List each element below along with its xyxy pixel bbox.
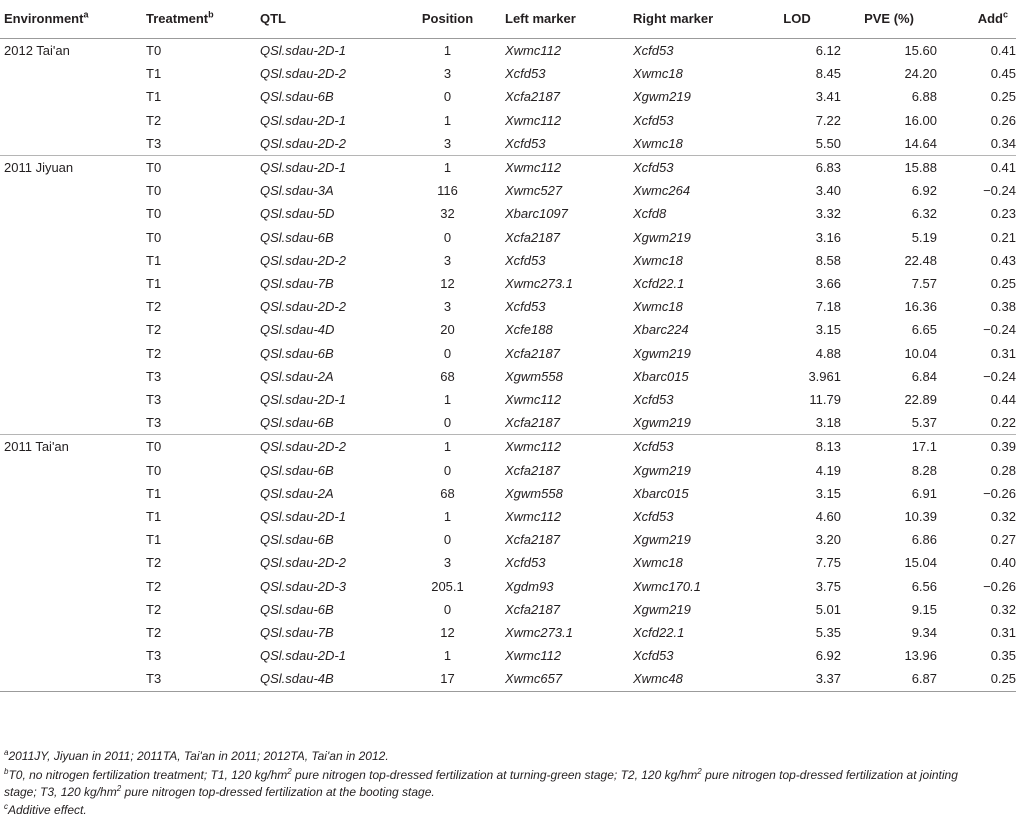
cell-pve: 10.39 — [904, 509, 937, 525]
cell-lod: 3.41 — [815, 89, 841, 105]
cell-position: 32 — [440, 206, 455, 222]
cell-qtl: QSl.sdau-7B — [260, 276, 334, 292]
cell-add: 0.28 — [990, 462, 1016, 478]
cell-right-marker: Xwmc18 — [633, 66, 683, 82]
cell-right-marker: Xbarc224 — [633, 322, 689, 338]
table-row — [0, 482, 1016, 505]
table-row — [0, 435, 1016, 459]
header-environment: Environment$^a$ — [0, 0, 140, 39]
cell-right-marker: Xcfd53 — [633, 112, 674, 128]
cell-add: 0.41 — [990, 43, 1016, 58]
cell-left-marker: Xwmc112 — [505, 509, 562, 525]
cell-qtl: QSl.sdau-2D-2 — [260, 252, 346, 268]
cell-lod: 5.35 — [815, 625, 841, 641]
cell-treatment: T2 — [146, 555, 162, 571]
cell-qtl: QSl.sdau-3A — [260, 183, 334, 199]
cell-right-marker: Xcfd22.1 — [633, 276, 685, 292]
table-row — [0, 575, 1016, 598]
cell-add: 0.41 — [990, 160, 1016, 176]
cell-pve: 5.37 — [841, 411, 937, 435]
cell-add: 0.35 — [990, 648, 1016, 664]
cell-left-marker: Xcfa2187 — [505, 345, 560, 361]
cell-qtl: QSl.sdau-2D-2 — [260, 439, 346, 455]
cell-position: 1 — [443, 392, 452, 408]
header-treatment: Treatment$^b$ — [140, 0, 260, 39]
cell-environment — [0, 388, 140, 411]
cell-lod: 3.37 — [753, 667, 841, 691]
cell-add: 0.32 — [990, 601, 1016, 617]
cell-lod: 7.18 — [815, 299, 841, 315]
cell-left-marker: Xcfa2187 — [505, 601, 560, 617]
cell-qtl: QSl.sdau-2D-2 — [260, 132, 390, 156]
table-row — [0, 411, 1016, 435]
cell-lod: 6.83 — [815, 160, 841, 176]
cell-treatment: T1 — [146, 89, 162, 105]
cell-environment: 2012 Tai'an — [4, 43, 70, 58]
cell-treatment: T3 — [140, 667, 260, 691]
cell-pve: 15.60 — [904, 43, 937, 58]
cell-add: 0.32 — [990, 509, 1016, 525]
table-row — [0, 644, 1016, 667]
table-row — [0, 109, 1016, 132]
cell-lod: 3.40 — [815, 183, 841, 199]
cell-qtl: QSl.sdau-2D-2 — [260, 555, 346, 571]
cell-lod: 3.15 — [815, 322, 841, 338]
table-row — [0, 179, 1016, 202]
cell-lod: 3.75 — [815, 578, 841, 594]
cell-pve: 16.36 — [904, 299, 937, 315]
table-row — [0, 551, 1016, 574]
table-row — [0, 132, 1016, 156]
cell-left-marker: Xcfe188 — [505, 322, 553, 338]
cell-pve: 13.96 — [904, 648, 937, 664]
table-row — [0, 202, 1016, 225]
table-row — [0, 272, 1016, 295]
cell-position: 0 — [443, 532, 452, 548]
cell-pve: 6.32 — [911, 206, 937, 222]
cell-treatment: T1 — [146, 532, 162, 548]
cell-lod: 3.66 — [815, 276, 841, 292]
cell-position: 1 — [443, 509, 452, 525]
cell-lod: 4.19 — [815, 462, 841, 478]
footnote-b: $^b$T0, no nitrogen fertilization treatment; T1, 120 $kg/hm^2$ pure nitrogen top-dressed fertilization at turning-green stage; T2, 120 $kg/hm^2$ pure nitrogen top-dressed fertilization at jointing stage; T3, 120 $kg/hm^2$ pure nitrogen top-dressed fertilization at the booting stage. — [4, 767, 958, 799]
cell-left-marker: Xcfa2187 — [505, 462, 560, 478]
cell-environment — [0, 644, 140, 667]
cell-position: 0 — [443, 601, 452, 617]
cell-qtl: QSl.sdau-5D — [260, 206, 335, 222]
cell-pve: 7.57 — [911, 276, 937, 292]
cell-right-marker: Xgwm219 — [633, 229, 691, 245]
cell-environment — [0, 575, 140, 598]
cell-position: 20 — [440, 322, 455, 338]
cell-pve: 6.92 — [911, 183, 937, 199]
cell-qtl: QSl.sdau-6B — [260, 89, 334, 105]
cell-treatment: T2 — [146, 625, 162, 641]
cell-right-marker: Xgwm219 — [633, 532, 691, 548]
cell-lod: 3.961 — [808, 368, 841, 384]
header-pve: PVE (%) — [841, 0, 937, 39]
table-row — [0, 318, 1016, 341]
cell-lod: 4.60 — [815, 509, 841, 525]
cell-add: 0.31 — [990, 345, 1016, 361]
cell-add: 0.31 — [990, 625, 1016, 641]
cell-treatment: T1 — [146, 252, 162, 268]
table-row — [0, 249, 1016, 272]
cell-environment — [0, 365, 140, 388]
cell-right-marker: Xgwm219 — [633, 411, 753, 435]
cell-environment — [0, 318, 140, 341]
cell-qtl: QSl.sdau-6B — [260, 532, 334, 548]
cell-position: 1 — [443, 43, 452, 58]
cell-treatment: T2 — [146, 578, 162, 594]
cell-treatment: T3 — [146, 368, 162, 384]
cell-treatment: T0 — [146, 43, 162, 58]
cell-add: −0.24 — [983, 368, 1016, 384]
cell-environment — [0, 249, 140, 272]
cell-right-marker: Xwmc18 — [633, 252, 683, 268]
cell-pve: 17.1 — [911, 439, 937, 455]
cell-left-marker: Xwmc112 — [505, 43, 562, 58]
cell-position: 0 — [443, 345, 452, 361]
cell-pve: 14.64 — [841, 132, 937, 156]
cell-qtl: QSl.sdau-2D-1 — [260, 509, 346, 525]
cell-right-marker: Xgwm219 — [633, 345, 691, 361]
cell-position: 1 — [443, 160, 452, 176]
cell-add: −0.26 — [983, 485, 1016, 501]
cell-treatment: T3 — [140, 411, 260, 435]
cell-pve: 9.34 — [911, 625, 937, 641]
cell-treatment: T0 — [146, 206, 162, 222]
cell-environment — [0, 598, 140, 621]
cell-pve: 6.88 — [911, 89, 937, 105]
cell-qtl: QSl.sdau-2D-3 — [260, 578, 346, 594]
cell-lod: 3.32 — [815, 206, 841, 222]
table-row — [0, 85, 1016, 108]
table-row — [0, 505, 1016, 528]
cell-pve: 22.48 — [904, 252, 937, 268]
cell-pve: 15.04 — [904, 555, 937, 571]
cell-left-marker: Xwmc273.1 — [505, 625, 573, 641]
cell-environment — [0, 295, 140, 318]
table-header — [0, 0, 1016, 39]
cell-position: 0 — [443, 229, 452, 245]
cell-position: 116 — [437, 183, 458, 199]
header-add: Add$^c$ — [937, 0, 1016, 39]
cell-right-marker: Xbarc015 — [633, 368, 689, 384]
table-row — [0, 62, 1016, 85]
cell-treatment: T0 — [146, 183, 162, 199]
cell-environment — [0, 411, 140, 435]
cell-left-marker: Xcfd53 — [505, 555, 546, 571]
cell-treatment: T0 — [146, 229, 162, 245]
cell-right-marker: Xcfd53 — [633, 160, 674, 176]
cell-pve: 9.15 — [911, 601, 937, 617]
cell-left-marker: Xgwm558 — [505, 485, 563, 501]
cell-qtl: QSl.sdau-2D-1 — [260, 43, 346, 58]
cell-lod: 5.01 — [815, 601, 841, 617]
cell-pve: 22.89 — [904, 392, 937, 408]
header-right-marker: Right marker — [633, 0, 753, 39]
cell-environment: 2011 Tai'an — [4, 439, 69, 455]
cell-environment — [0, 132, 140, 156]
cell-add: −0.24 — [983, 183, 1016, 199]
table-row — [0, 365, 1016, 388]
cell-add: −0.26 — [983, 578, 1016, 594]
cell-qtl: QSl.sdau-2A — [260, 485, 334, 501]
cell-environment — [0, 528, 140, 551]
cell-qtl: QSl.sdau-2D-1 — [260, 160, 346, 176]
cell-add: 0.22 — [937, 411, 1016, 435]
header-qtl: QTL — [260, 0, 390, 39]
cell-left-marker: Xwmc112 — [505, 392, 562, 408]
cell-left-marker: Xcfa2187 — [505, 532, 560, 548]
footnote-a: $^a$2011JY, Jiyuan in 2011; 2011TA, Tai'an in 2011; 2012TA, Tai'an in 2012. — [4, 748, 389, 763]
cell-qtl: QSl.sdau-2D-1 — [260, 648, 346, 664]
cell-add: 0.40 — [990, 555, 1016, 571]
cell-treatment: T2 — [146, 299, 162, 315]
cell-add: 0.39 — [990, 439, 1016, 455]
table-row — [0, 156, 1016, 180]
cell-environment — [0, 621, 140, 644]
cell-left-marker: Xwmc657 — [505, 667, 633, 691]
cell-treatment: T2 — [146, 322, 162, 338]
table-row — [0, 226, 1016, 249]
cell-right-marker: Xcfd22.1 — [633, 625, 685, 641]
cell-left-marker: Xgwm558 — [505, 368, 563, 384]
cell-right-marker: Xbarc015 — [633, 485, 689, 501]
footnote-c: $^c$Additive effect. — [4, 802, 87, 817]
cell-pve: 8.28 — [911, 462, 937, 478]
cell-lod: 8.58 — [815, 252, 841, 268]
cell-right-marker: Xwmc18 — [633, 132, 753, 156]
cell-position: 17 — [390, 667, 505, 691]
cell-treatment: T1 — [146, 509, 162, 525]
cell-environment — [0, 85, 140, 108]
header-position: Position — [390, 0, 505, 39]
cell-right-marker: Xwmc18 — [633, 555, 683, 571]
cell-add: 0.44 — [990, 392, 1016, 408]
cell-treatment: T2 — [146, 601, 162, 617]
cell-add: 0.43 — [990, 252, 1016, 268]
cell-qtl: QSl.sdau-4B — [260, 667, 390, 691]
cell-left-marker: Xcfd53 — [505, 252, 546, 268]
cell-lod: 8.13 — [815, 439, 841, 455]
cell-left-marker: Xcfa2187 — [505, 89, 560, 105]
cell-pve: 6.87 — [841, 667, 937, 691]
cell-right-marker: Xcfd53 — [633, 509, 674, 525]
cell-treatment: T3 — [140, 132, 260, 156]
cell-add: −0.24 — [983, 322, 1016, 338]
table-body — [0, 39, 1016, 692]
cell-right-marker: Xwmc18 — [633, 299, 683, 315]
cell-pve: 16.00 — [904, 112, 937, 128]
cell-right-marker: Xcfd53 — [633, 392, 674, 408]
cell-lod: 6.92 — [815, 648, 841, 664]
header-left-marker: Left marker — [505, 0, 633, 39]
cell-right-marker: Xwmc170.1 — [633, 578, 701, 594]
cell-qtl: QSl.sdau-2D-2 — [260, 299, 346, 315]
cell-environment — [0, 342, 140, 365]
cell-position: 0 — [443, 89, 452, 105]
cell-treatment: T1 — [146, 276, 162, 292]
cell-treatment: T3 — [146, 648, 162, 664]
cell-add: 0.25 — [937, 667, 1016, 691]
cell-environment — [0, 272, 140, 295]
table-row — [0, 667, 1016, 691]
cell-position: 3 — [443, 555, 452, 571]
cell-qtl: QSl.sdau-6B — [260, 462, 334, 478]
table-row — [0, 598, 1016, 621]
cell-add: 0.45 — [990, 66, 1016, 82]
cell-right-marker: Xgwm219 — [633, 601, 691, 617]
cell-position: 3 — [443, 66, 452, 82]
cell-lod: 3.20 — [815, 532, 841, 548]
cell-left-marker: Xcfa2187 — [505, 229, 560, 245]
cell-add: 0.21 — [990, 229, 1016, 245]
cell-qtl: QSl.sdau-6B — [260, 345, 334, 361]
cell-environment — [0, 179, 140, 202]
cell-pve: 6.91 — [911, 485, 937, 501]
cell-add: 0.23 — [990, 206, 1016, 222]
cell-environment — [0, 202, 140, 225]
cell-pve: 6.65 — [911, 322, 937, 338]
cell-treatment: T0 — [146, 462, 162, 478]
cell-treatment: T1 — [146, 485, 162, 501]
cell-lod: 8.45 — [815, 66, 841, 82]
cell-lod: 3.16 — [815, 229, 841, 245]
cell-lod: 11.79 — [809, 392, 841, 408]
cell-qtl: QSl.sdau-6B — [260, 229, 334, 245]
cell-right-marker: Xgwm219 — [633, 89, 691, 105]
cell-treatment: T1 — [146, 66, 162, 82]
cell-left-marker: Xcfd53 — [505, 299, 546, 315]
cell-left-marker: Xwmc273.1 — [505, 276, 573, 292]
cell-position: 12 — [440, 276, 455, 292]
cell-position: 68 — [440, 368, 455, 384]
cell-pve: 10.04 — [904, 345, 937, 361]
cell-environment — [0, 62, 140, 85]
cell-left-marker: Xcfd53 — [505, 132, 633, 156]
cell-lod: 7.22 — [815, 112, 841, 128]
cell-left-marker: Xcfa2187 — [505, 411, 633, 435]
header-lod: LOD — [753, 0, 841, 39]
cell-add: 0.26 — [990, 112, 1016, 128]
cell-right-marker: Xcfd53 — [633, 43, 674, 58]
cell-right-marker: Xcfd8 — [633, 206, 667, 222]
cell-pve: 15.88 — [904, 160, 937, 176]
cell-left-marker: Xwmc112 — [505, 439, 562, 455]
cell-right-marker: Xwmc264 — [633, 183, 691, 199]
cell-position: 12 — [440, 625, 455, 641]
cell-position: 3 — [443, 252, 452, 268]
cell-qtl: QSl.sdau-2A — [260, 368, 334, 384]
cell-lod: 7.75 — [815, 555, 841, 571]
cell-add: 0.34 — [937, 132, 1016, 156]
cell-qtl: QSl.sdau-6B — [260, 411, 390, 435]
cell-add: 0.27 — [990, 532, 1016, 548]
cell-environment — [0, 109, 140, 132]
cell-left-marker: Xbarc1097 — [505, 206, 568, 222]
cell-position: 3 — [443, 299, 452, 315]
cell-right-marker: Xwmc48 — [633, 667, 753, 691]
cell-right-marker: Xgwm219 — [633, 462, 691, 478]
cell-environment — [0, 482, 140, 505]
cell-treatment: T0 — [146, 439, 162, 455]
cell-right-marker: Xcfd53 — [633, 439, 674, 455]
cell-position: 1 — [443, 648, 452, 664]
cell-left-marker: Xcfd53 — [505, 66, 546, 82]
cell-environment — [0, 226, 140, 249]
cell-treatment: T0 — [146, 160, 162, 176]
cell-qtl: QSl.sdau-6B — [260, 601, 334, 617]
cell-environment: 2011 Jiyuan — [4, 160, 74, 176]
cell-left-marker: Xwmc112 — [505, 160, 562, 176]
cell-environment — [0, 667, 140, 691]
cell-right-marker: Xcfd53 — [633, 648, 674, 664]
table-row — [0, 459, 1016, 482]
cell-treatment: T3 — [146, 392, 162, 408]
cell-left-marker: Xwmc112 — [505, 112, 562, 128]
cell-environment — [0, 505, 140, 528]
cell-position: 1 — [443, 112, 452, 128]
cell-qtl: QSl.sdau-2D-2 — [260, 66, 346, 82]
cell-pve: 6.86 — [911, 532, 937, 548]
cell-qtl: QSl.sdau-2D-1 — [260, 112, 346, 128]
cell-left-marker: Xwmc112 — [505, 648, 562, 664]
cell-left-marker: Xgdm93 — [505, 578, 554, 594]
cell-lod: 6.12 — [815, 43, 841, 58]
table-row — [0, 388, 1016, 411]
cell-add: 0.25 — [990, 276, 1016, 292]
cell-lod: 5.50 — [753, 132, 841, 156]
cell-add: 0.25 — [990, 89, 1016, 105]
cell-position: 0 — [443, 462, 452, 478]
cell-left-marker: Xwmc527 — [505, 183, 563, 199]
cell-position: 3 — [390, 132, 505, 156]
cell-pve: 24.20 — [904, 66, 937, 82]
cell-position: 0 — [390, 411, 505, 435]
cell-qtl: QSl.sdau-4D — [260, 322, 335, 338]
cell-position: 205.1 — [431, 578, 464, 594]
cell-add: 0.38 — [990, 299, 1016, 315]
cell-lod: 3.18 — [753, 411, 841, 435]
cell-lod: 3.15 — [815, 485, 841, 501]
cell-pve: 5.19 — [911, 229, 937, 245]
table-row — [0, 39, 1016, 63]
cell-qtl: QSl.sdau-2D-1 — [260, 392, 346, 408]
table-row — [0, 295, 1016, 318]
cell-treatment: T2 — [146, 112, 162, 128]
cell-lod: 4.88 — [815, 345, 841, 361]
cell-environment — [0, 551, 140, 574]
cell-treatment: T2 — [146, 345, 162, 361]
cell-pve: 6.56 — [911, 578, 937, 594]
cell-qtl: QSl.sdau-7B — [260, 625, 334, 641]
table-row — [0, 621, 1016, 644]
cell-environment — [0, 459, 140, 482]
cell-position: 1 — [443, 439, 452, 455]
cell-pve: 6.84 — [911, 368, 937, 384]
table-row — [0, 342, 1016, 365]
table-row — [0, 528, 1016, 551]
cell-position: 68 — [440, 485, 455, 501]
